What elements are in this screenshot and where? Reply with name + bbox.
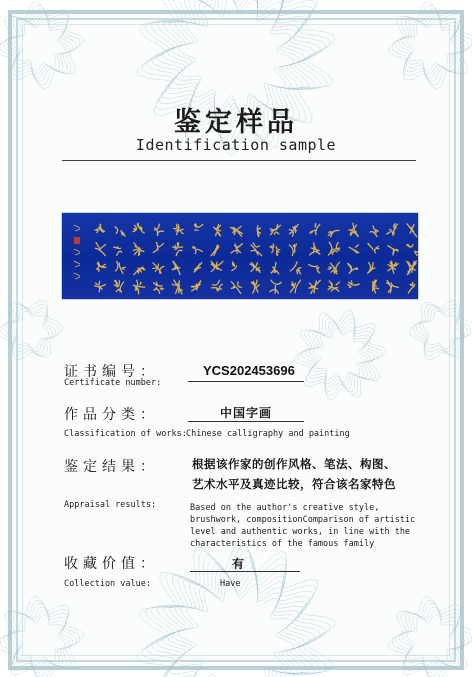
calligraphy-glyph <box>172 261 180 275</box>
certificate-number-label: 证书编号： <box>64 364 159 380</box>
guilloche-rosette <box>295 310 386 400</box>
inscription-glyph <box>74 249 80 255</box>
classification-label-en: Classification of works: <box>64 429 187 439</box>
appraisal-value-en-line4: characteristics of the famous family <box>190 539 375 549</box>
title-divider <box>62 160 416 161</box>
calligraphy-glyph <box>211 280 222 291</box>
calligraphy-glyph <box>231 244 242 254</box>
calligraphy-glyph <box>251 280 259 293</box>
appraisal-value-cn-line2: 艺术水平及真迹比较，符合该名家特色 <box>192 477 396 491</box>
calligraphy-glyph <box>348 263 358 273</box>
calligraphy-scroll-image <box>62 213 418 299</box>
guilloche-rosette <box>389 597 472 677</box>
appraisal-value-en-line2: brushwork, compositionComparison of artistic <box>190 515 416 525</box>
inscription-glyph <box>74 225 80 231</box>
calligraphy-glyph <box>407 224 417 237</box>
calligraphy-glyph <box>349 223 358 236</box>
calligraphy-glyph <box>309 280 321 293</box>
guilloche-rosette <box>0 301 62 360</box>
guilloche-rosette <box>389 2 472 89</box>
calligraphy-glyph <box>153 263 164 274</box>
calligraphy-glyph <box>368 244 379 253</box>
page-subtitle: Identification sample <box>135 136 337 154</box>
calligraphy-glyph <box>174 224 183 234</box>
calligraphy-glyph <box>114 247 122 255</box>
collection-value-en: Have <box>220 579 241 589</box>
calligraphy-glyph <box>309 265 320 273</box>
calligraphy-glyph <box>211 245 219 255</box>
calligraphy-glyph <box>388 246 398 255</box>
appraisal-value-en-line1: Based on the author's creative style, <box>190 503 380 513</box>
certificate-number-label-en: Certificate number: <box>64 378 162 388</box>
seal-stamp <box>74 237 80 244</box>
calligraphy-glyph <box>373 280 379 293</box>
calligraphy-glyph <box>231 282 241 294</box>
calligraphy-glyph <box>328 230 339 236</box>
guilloche-rosette <box>410 301 472 360</box>
collection-value-cn: 有 <box>232 557 246 571</box>
calligraphy-glyph <box>133 243 144 256</box>
calligraphy-glyph <box>387 281 399 293</box>
calligraphy-glyph <box>95 243 105 256</box>
classification-value-cn: 中国字画 <box>220 406 273 420</box>
calligraphy-glyph <box>133 223 144 233</box>
appraisal-label: 鉴定结果： <box>64 459 159 475</box>
calligraphy-glyph <box>310 223 320 234</box>
calligraphy-glyph <box>270 280 281 293</box>
collection-value-underline <box>190 571 300 572</box>
inscription-glyph <box>74 273 80 279</box>
calligraphy-glyph <box>97 262 106 272</box>
calligraphy-glyph <box>348 281 360 288</box>
calligraphy-glyph <box>155 224 164 235</box>
calligraphy-glyph <box>290 280 300 293</box>
calligraphy-glyph <box>211 261 223 271</box>
collection-value-label: 收藏价值： <box>64 556 159 572</box>
calligraphy-glyph <box>289 244 296 255</box>
calligraphy-glyph <box>271 262 279 274</box>
calligraphy-glyph <box>328 262 339 274</box>
calligraphy-glyph <box>388 261 398 273</box>
calligraphy-glyph <box>370 226 378 237</box>
calligraphy-glyph <box>232 262 237 271</box>
calligraphy-glyph <box>231 226 243 236</box>
calligraphy-glyph <box>154 282 164 293</box>
calligraphy-glyph <box>133 280 144 294</box>
calligraphy-glyph <box>349 245 359 253</box>
certificate-number-underline <box>188 381 304 382</box>
guilloche-rosette <box>0 597 83 677</box>
calligraphy-glyph <box>251 243 262 256</box>
certificate-number-value: YCS202453696 <box>203 363 295 378</box>
calligraphy-glyph <box>407 245 418 256</box>
appraisal-label-en: Appraisal results: <box>64 500 157 510</box>
calligraphy-glyph <box>173 243 183 256</box>
calligraphy-glyph <box>134 267 145 274</box>
calligraphy-glyph <box>408 282 415 293</box>
calligraphy-glyph <box>387 224 398 236</box>
calligraphy-glyph <box>115 227 125 236</box>
collection-value-label-en: Collection value: <box>64 579 151 589</box>
calligraphy-glyph <box>194 224 202 231</box>
calligraphy-glyph <box>270 244 280 255</box>
calligraphy-glyph <box>153 242 163 252</box>
calligraphy-glyph <box>328 281 339 291</box>
calligraphy-glyph <box>310 243 320 255</box>
calligraphy-glyph <box>95 224 105 232</box>
calligraphy-glyph <box>289 224 298 236</box>
calligraphy-glyph <box>192 281 201 291</box>
calligraphy-glyph <box>250 263 260 273</box>
calligraphy-glyph <box>290 262 301 274</box>
classification-value-en: Chinese calligraphy and painting <box>186 429 350 439</box>
calligraphy-glyph <box>115 261 125 273</box>
calligraphy-glyph <box>193 247 203 254</box>
calligraphy-glyph <box>368 263 375 274</box>
calligraphy-glyph <box>194 263 202 272</box>
calligraphy-glyph <box>257 226 260 237</box>
calligraphy-glyph <box>328 242 340 255</box>
inscription-glyph <box>74 261 80 267</box>
appraisal-value-en-line3: level and authentic works, in line with the <box>190 527 411 537</box>
calligraphy-glyph <box>95 281 106 291</box>
classification-underline <box>188 421 304 422</box>
calligraphy-glyph <box>172 280 182 294</box>
classification-label: 作品分类： <box>64 407 159 423</box>
calligraphy-glyph <box>407 261 417 275</box>
calligraphy-glyph <box>214 224 221 236</box>
guilloche-rosette <box>0 2 83 89</box>
appraisal-value-cn-line1: 根据该作家的创作风格、笔法、构图、 <box>192 457 396 471</box>
calligraphy-glyph <box>114 280 123 292</box>
calligraphy-glyph <box>270 224 280 234</box>
page-title: 鉴定样品 <box>174 107 298 138</box>
